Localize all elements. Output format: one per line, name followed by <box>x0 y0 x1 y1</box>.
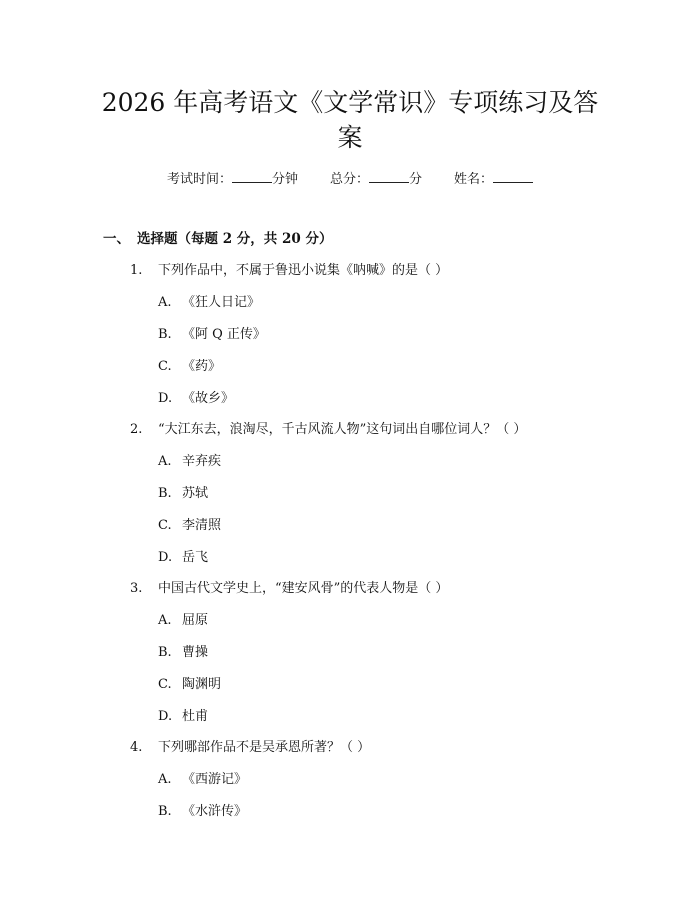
question-number: 1. <box>130 263 143 278</box>
option-label: A. <box>158 772 172 787</box>
option-label: B. <box>158 804 172 819</box>
option-3-a[interactable] <box>158 612 208 630</box>
title-line-2: 案 <box>337 123 363 152</box>
option-3-d[interactable] <box>158 708 208 726</box>
question-2 <box>130 421 526 439</box>
option-label: B. <box>158 486 172 501</box>
option-label: A. <box>158 295 172 310</box>
page-title <box>90 85 610 155</box>
option-1-c[interactable] <box>158 358 221 376</box>
score-unit: 分 <box>409 172 423 187</box>
option-text: 李清照 <box>182 518 222 533</box>
option-label: D. <box>158 391 173 406</box>
option-2-d[interactable] <box>158 549 208 567</box>
question-text: “大江东去，浪淘尽，千古风流人物”这句词出自哪位词人？（ ） <box>158 422 527 437</box>
question-text: 下列哪部作品不是吴承恩所著？（ ） <box>158 740 371 755</box>
score-label: 总分： <box>329 172 369 187</box>
option-2-c[interactable] <box>158 517 221 535</box>
option-text: 《故乡》 <box>182 391 235 406</box>
question-4 <box>130 739 370 757</box>
name-blank[interactable] <box>493 168 533 183</box>
option-text: 屈原 <box>182 613 209 628</box>
exam-info-line <box>0 168 700 190</box>
option-label: D. <box>158 550 173 565</box>
option-3-b[interactable] <box>158 644 208 662</box>
section-number: 一、 <box>103 231 130 247</box>
option-2-b[interactable] <box>158 485 208 503</box>
score-blank[interactable] <box>369 168 409 183</box>
question-number: 4. <box>130 740 143 755</box>
name-label: 姓名： <box>454 172 494 187</box>
option-4-b[interactable] <box>158 803 247 821</box>
option-1-d[interactable] <box>158 390 234 408</box>
option-label: B. <box>158 327 172 342</box>
option-text: 杜甫 <box>182 709 209 724</box>
option-label: A. <box>158 454 172 469</box>
option-label: C. <box>158 518 172 533</box>
option-label: B. <box>158 645 172 660</box>
option-label: D. <box>158 709 173 724</box>
option-1-b[interactable] <box>158 326 266 344</box>
option-text: 《阿 Q 正传》 <box>182 327 266 342</box>
option-text: 《药》 <box>182 359 222 374</box>
option-text: 岳飞 <box>182 550 209 565</box>
option-text: 《西游记》 <box>182 772 248 787</box>
question-text: 下列作品中，不属于鲁迅小说集《呐喊》的是（ ） <box>158 263 449 278</box>
section-heading <box>103 230 332 248</box>
option-text: 陶渊明 <box>182 677 222 692</box>
option-text: 辛弃疾 <box>182 454 222 469</box>
option-text: 苏轼 <box>182 486 209 501</box>
time-label: 考试时间： <box>166 172 232 187</box>
option-label: A. <box>158 613 172 628</box>
option-label: C. <box>158 677 172 692</box>
option-label: C. <box>158 359 172 374</box>
option-4-a[interactable] <box>158 771 247 789</box>
question-number: 2. <box>130 422 143 437</box>
question-3 <box>130 580 448 598</box>
question-1 <box>130 262 448 280</box>
title-line-1: 2026 年高考语文《文学常识》专项练习及答 <box>101 88 599 117</box>
option-text: 曹操 <box>182 645 209 660</box>
option-2-a[interactable] <box>158 453 221 471</box>
question-number: 3. <box>130 581 143 596</box>
option-1-a[interactable] <box>158 294 260 312</box>
option-3-c[interactable] <box>158 676 221 694</box>
time-unit: 分钟 <box>271 172 298 187</box>
time-blank[interactable] <box>232 168 272 183</box>
section-title: 选择题（每题 2 分，共 20 分） <box>137 231 333 247</box>
option-text: 《狂人日记》 <box>182 295 261 310</box>
question-text: 中国古代文学史上，“建安风骨”的代表人物是（ ） <box>158 581 449 596</box>
option-text: 《水浒传》 <box>182 804 248 819</box>
